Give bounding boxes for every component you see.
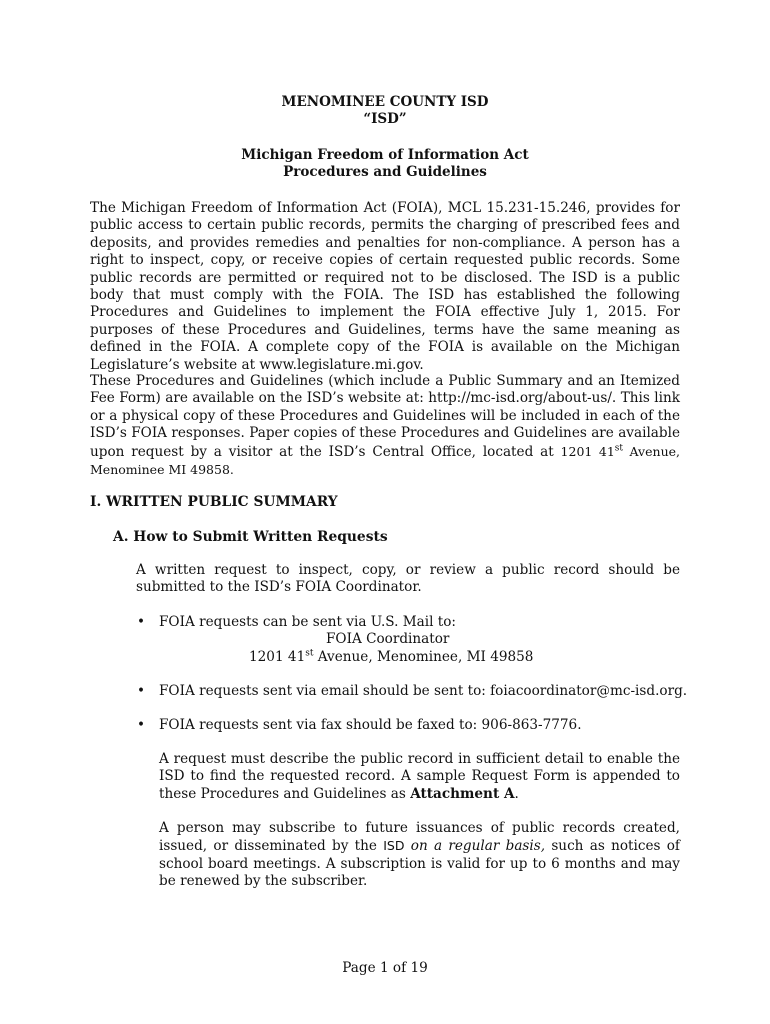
bullet-icon: • — [137, 717, 146, 733]
intro-paragraph-2 — [90, 373, 680, 479]
request-description-paragraph — [159, 751, 680, 803]
subscription-paragraph — [159, 820, 680, 891]
subsection-heading-how-to-submit: A. How to Submit Written Requests — [113, 529, 388, 545]
intro-p2-address-number: 1201 41 — [560, 443, 615, 459]
intro-paragraph-1: The Michigan Freedom of Information Act (FOIA), MCL 15.231-15.246, provides for public access to certain public records, permits the charging of prescribed fees and deposits, and provides remedies and penalties for non-compliance. A person has a right to inspect, copy, or receive copies of certain requested public records. Some public records are permitted or required not to be disclosed. The ISD is a public body that must comply with the FOIA. The ISD has established the following Procedures and Guidelines to implement the FOIA effective July 1, 2015. For purposes of these Procedures and Guidelines, terms have the same meaning as defined in the FOIA. A complete copy of the FOIA is available on the Michigan Legislature’s website at www.legislature.mi.gov. — [90, 200, 680, 373]
org-name: MENOMINEE COUNTY ISD — [281, 94, 489, 110]
bullet-icon: • — [137, 614, 146, 630]
mail-address-suffix: st — [305, 648, 314, 659]
doc-title-line2: Procedures and Guidelines — [283, 164, 487, 180]
bullet-email-text: FOIA requests sent via email should be sent to: foiacoordinator@mc-isd.org. — [159, 683, 688, 699]
subscription-italic: on a regular basis, — [404, 838, 546, 855]
submit-request-paragraph: A written request to inspect, copy, or review a public record should be submitted to the ISD’s FOIA Coordinator. — [136, 562, 680, 596]
page-number: Page 1 of 19 — [342, 960, 428, 976]
org-abbr: “ISD” — [363, 111, 407, 127]
subscription-text-end: such as notices of school board meetings. A subscription is valid for up to 6 months and may be renewed by the subscriber. — [159, 838, 680, 890]
bullet-mail-text: FOIA requests can be sent via U.S. Mail to: — [159, 614, 457, 630]
bullet-icon: • — [137, 683, 146, 699]
subscription-isd: ISD — [383, 838, 405, 854]
intro-p2-address-rest: Avenue, Menominee MI 49858. — [90, 443, 680, 478]
section-heading-written-public-summary: I. WRITTEN PUBLIC SUMMARY — [90, 494, 338, 510]
mail-address-rest: Avenue, Menominee, MI 49858 — [313, 649, 534, 665]
mail-address-number: 1201 41 — [249, 649, 306, 665]
mail-address — [249, 649, 533, 666]
request-description-text: A request must describe the public record in sufficient detail to enable the ISD to find the requested record. A sample Request Form is appended to these Procedures and Guidelines as — [159, 751, 680, 802]
bullet-fax-text: FOIA requests sent via fax should be faxed to: 906-863-7776. — [159, 717, 582, 733]
request-description-end: . — [514, 785, 519, 802]
intro-p2-text: These Procedures and Guidelines (which include a Public Summary and an Itemized Fee Form) are available on the ISD’s website at: http://mc-isd.org/about-us/. This link or a physical copy of these Procedures and Guidelines will be included in each of the ISD’s FOIA responses. Paper copies of these Procedures and Guidelines are available upon request by a visitor at the ISD’s Central Office, located at — [90, 373, 680, 460]
mail-recipient: FOIA Coordinator — [326, 631, 450, 647]
doc-title-line1: Michigan Freedom of Information Act — [241, 147, 529, 163]
subscription-text-start: A person may subscribe to future issuances of public records created, issued, or disseminated by the — [159, 820, 680, 855]
attachment-a-label: Attachment A — [410, 785, 515, 802]
intro-p2-address-suffix: st — [614, 443, 624, 454]
